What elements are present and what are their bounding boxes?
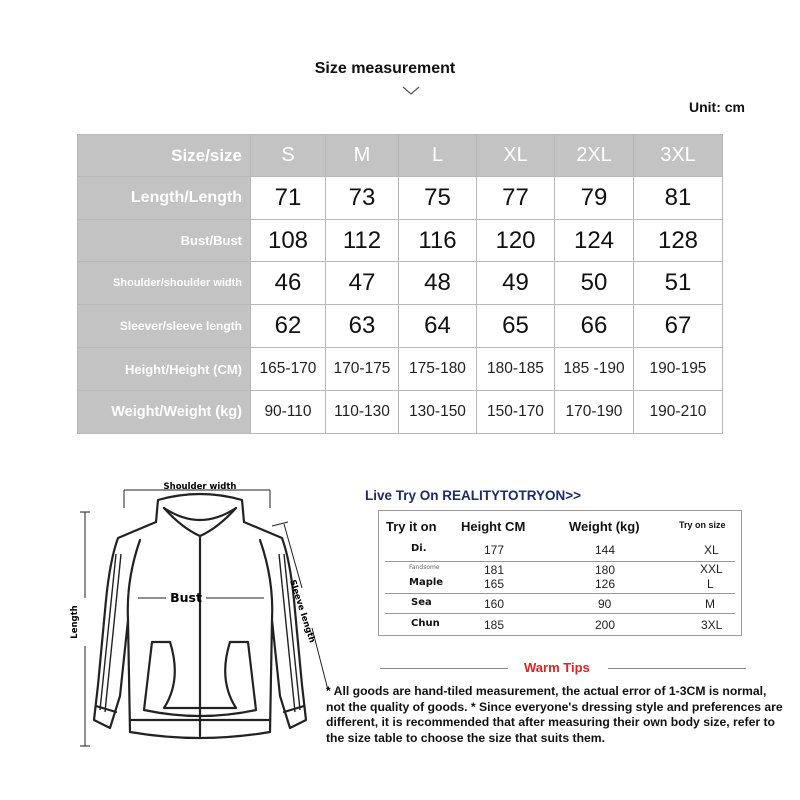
table-cell: 180-185 [477,348,555,391]
table-cell: 64 [399,305,477,348]
tryon-height: 165 [484,577,505,591]
tryon-name: Di. [411,543,427,554]
table-cell: 170-175 [326,348,399,391]
table-cell: 63 [326,305,399,348]
bust-label: Bust [170,590,202,605]
divider [385,613,735,614]
size-header-label: Size/size [78,135,251,177]
row-label: Height/Height (CM) [78,348,251,391]
shoulder-width-label: Shoulder width [163,482,237,492]
table-cell: 120 [477,220,555,262]
length-label: Length [70,605,80,639]
table-cell: 73 [326,177,399,220]
size-header-cell: S [251,135,326,177]
tryon-name-note: Fandsome [409,564,440,571]
tryon-name: Chun [411,618,440,629]
table-cell: 130-150 [399,391,477,434]
tryon-header: Try it on [386,519,437,534]
tryon-weight: 200 [595,618,616,632]
table-cell: 112 [326,220,399,262]
table-cell: 185 -190 [555,348,634,391]
table-cell: 190-210 [634,391,723,434]
table-row [78,220,723,262]
jacket-diagram [60,470,340,770]
tryon-height: 160 [484,597,505,611]
chevron-down-icon [402,86,420,96]
table-cell: 170-190 [555,391,634,434]
row-label: Shoulder/shoulder width [78,262,251,305]
table-cell: 46 [251,262,326,305]
tryon-name: Sea [411,597,432,608]
tryon-size: 3XL [701,618,723,632]
sleeve-length-label: Sleeve length [286,578,317,645]
table-cell: 175-180 [399,348,477,391]
tryon-size: L [707,577,714,591]
table-cell: 50 [555,262,634,305]
table-cell: 165-170 [251,348,326,391]
divider [608,668,746,669]
size-header-cell: 3XL [634,135,723,177]
table-row [78,177,723,220]
divider [385,561,735,562]
table-cell: 71 [251,177,326,220]
tryon-title[interactable]: Live Try On REALITYTOTRYON>> [365,488,582,503]
unit-label: Unit: cm [689,99,745,115]
size-header-cell: L [399,135,477,177]
table-cell: 67 [634,305,723,348]
tryon-size: XXL [700,562,723,576]
table-cell: 190-195 [634,348,723,391]
size-header-cell: 2XL [555,135,634,177]
size-table [77,134,723,434]
tryon-name: Maple [409,577,444,588]
table-row [78,305,723,348]
size-header-cell: M [326,135,399,177]
table-cell: 75 [399,177,477,220]
size-header-row [78,135,723,177]
tryon-size: M [705,597,715,611]
tryon-height: 181 [484,563,505,577]
table-cell: 51 [634,262,723,305]
table-cell: 108 [251,220,326,262]
tryon-table [378,510,742,636]
warm-tips-title: Warm Tips [524,660,590,675]
row-label: Bust/Bust [78,220,251,262]
tryon-height: 177 [484,543,505,557]
tryon-header: Try on size [679,520,726,530]
table-cell: 77 [477,177,555,220]
tryon-weight: 126 [595,577,616,591]
row-label: Weight/Weight (kg) [78,391,251,434]
divider [380,668,508,669]
table-row [78,348,723,391]
table-row [78,391,723,434]
size-header-cell: XL [477,135,555,177]
table-cell: 116 [399,220,477,262]
table-cell: 124 [555,220,634,262]
tryon-header: Height CM [461,519,526,534]
table-row [78,262,723,305]
table-cell: 90-110 [251,391,326,434]
table-cell: 150-170 [477,391,555,434]
warm-tips-text: * All goods are hand-tiled measurement, the actual error of 1-3CM is normal, not the quality of goods. * Since everyone's dressing style and preferences are different, it is recommended that after measuring their own body size, refer to the size table to choose the size that suits them. [326,684,783,745]
table-cell: 79 [555,177,634,220]
table-cell: 48 [399,262,477,305]
table-cell: 49 [477,262,555,305]
table-cell: 110-130 [326,391,399,434]
tryon-size: XL [704,543,719,557]
tryon-weight: 144 [595,543,616,557]
tryon-header: Weight (kg) [569,519,640,534]
table-cell: 81 [634,177,723,220]
tryon-weight: 180 [595,563,616,577]
divider [385,593,735,594]
table-cell: 62 [251,305,326,348]
table-cell: 47 [326,262,399,305]
row-label: Sleever/sleeve length [78,305,251,348]
table-cell: 66 [555,305,634,348]
tryon-weight: 90 [598,597,612,611]
page-title: Size measurement [314,60,456,77]
table-cell: 128 [634,220,723,262]
row-label: Length/Length [78,177,251,220]
tryon-height: 185 [484,618,505,632]
table-cell: 65 [477,305,555,348]
